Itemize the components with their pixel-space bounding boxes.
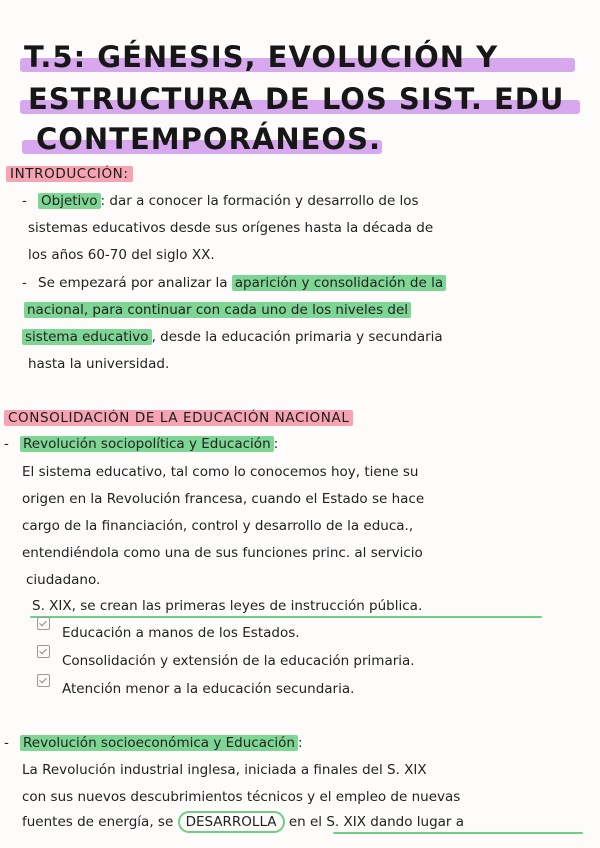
colon: : — [297, 735, 303, 751]
objetivo-line-1 — [22, 190, 419, 212]
socioeconomica-line-1: La Revolución industrial inglesa, iniciada a finales del S. XIX — [22, 762, 427, 778]
subheading-socioeconomica — [4, 732, 303, 754]
intro-p2-line-1 — [22, 272, 446, 294]
checkbox-icon — [37, 617, 50, 630]
bullet-dash: - — [22, 275, 27, 291]
intro-p2-line-2 — [24, 299, 411, 321]
sociopolitica-label: Revolución sociopolítica y Educación — [20, 436, 274, 452]
sxix-underline — [30, 616, 542, 618]
bullet-dash: - — [4, 436, 9, 452]
bullet-dash: - — [22, 193, 27, 209]
socioeconomica-line-2: con sus nuevos descubrimientos técnicos y el empleo de nuevas — [22, 789, 461, 805]
intro-p2-highlight: nacional, para continuar con cada uno de los niveles del — [24, 302, 411, 318]
objetivo-line-3: los años 60-70 del siglo XX. — [28, 247, 215, 263]
checkbox-icon — [37, 645, 50, 658]
sxix-line: S. XIX, se crean las primeras leyes de instrucción pública. — [32, 598, 423, 614]
subheading-sociopolitica — [4, 433, 278, 455]
title-text-1: T.5: GÉNESIS, EVOLUCIÓN Y — [24, 40, 499, 74]
desarrolla-circled: DESARROLLA — [178, 811, 285, 833]
sociopolitica-line-1: El sistema educativo, tal como lo conocemos hoy, tiene su — [22, 464, 419, 480]
intro-p2-text: , desde la educación primaria y secundaria — [151, 329, 443, 345]
sociopolitica-line-5: ciudadano. — [26, 572, 101, 588]
check-item-2: Consolidación y extensión de la educación primaria. — [62, 653, 415, 669]
sociopolitica-line-3: cargo de la financiación, control y desarrollo de la educa., — [22, 518, 414, 534]
checkbox-icon — [37, 674, 50, 687]
title-text-2: ESTRUCTURA DE LOS SIST. EDU — [28, 82, 565, 116]
objetivo-text: : dar a conocer la formación y desarrollo de los — [100, 193, 419, 209]
objetivo-line-2: sistemas educativos desde sus orígenes hasta la década de — [28, 220, 434, 236]
colon: : — [273, 436, 279, 452]
section-heading-consolidacion — [4, 408, 353, 428]
intro-p2-highlight: sistema educativo — [22, 329, 152, 345]
intro-p2-highlight: aparición y consolidación de la — [232, 275, 446, 291]
bullet-dash: - — [4, 735, 9, 751]
intro-heading: INTRODUCCIÓN: — [6, 166, 133, 182]
sociopolitica-line-2: origen en la Revolución francesa, cuando el Estado se hace — [22, 491, 425, 507]
desarrolla-underline — [333, 832, 583, 834]
consolidacion-heading: CONSOLIDACIÓN DE LA EDUCACIÓN NACIONAL — [4, 410, 353, 426]
objetivo-label: Objetivo — [38, 193, 101, 209]
intro-p2-line-4: hasta la universidad. — [28, 356, 170, 372]
check-item-3: Atención menor a la educación secundaria. — [62, 681, 355, 697]
sociopolitica-line-4: entendiéndola como una de sus funciones princ. al servicio — [22, 545, 423, 561]
intro-p2-line-3 — [22, 326, 443, 348]
section-heading-intro — [6, 164, 133, 184]
socioeconomica-label: Revolución socioeconómica y Educación — [20, 735, 298, 751]
socioeconomica-text: fuentes de energía, se — [22, 814, 174, 830]
title-text-3: CONTEMPORÁNEOS. — [36, 122, 381, 156]
check-item-1: Educación a manos de los Estados. — [62, 625, 300, 641]
intro-p2-text: Se empezará por analizar la — [38, 275, 228, 291]
socioeconomica-line-3 — [22, 811, 464, 833]
socioeconomica-text: en el S. XIX dando lugar a — [288, 814, 465, 830]
